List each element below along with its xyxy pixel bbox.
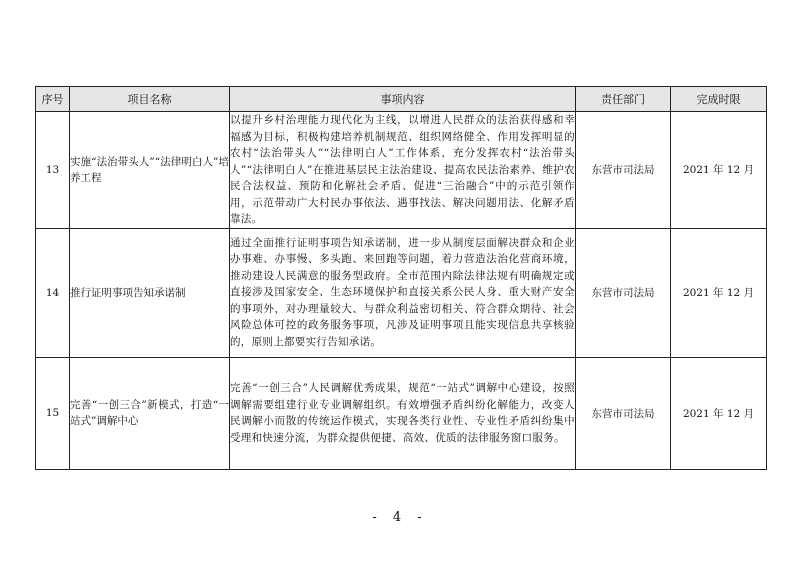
row-serial: 13 [36,112,70,229]
row-content: 通过全面推行证明事项告知承诺制，进一步从制度层面解决群众和企业办事难、办事慢、多头跑、来回跑等问题，着力营造法治化营商环境，推动建设人民满意的服务型政府。全市范围内除法律法规有明确规定或直接涉及国家安全、生态环境保护和直接关系公民人身、重大财产安全的事项外，对办理量较大、与群众利益密切相关、符合群众期待、社会风险总体可控的政务服务事项，凡涉及证明事项且能实现信息共享核验的，原则上都要实行告知承诺。 [230,228,576,357]
row-serial: 14 [36,228,70,357]
header-deadline: 完成时限 [671,87,767,112]
row-project-name: 推行证明事项告知承诺制 [70,228,230,357]
header-project-name: 项目名称 [70,87,230,112]
table-row [36,112,767,229]
header-serial: 序号 [36,87,70,112]
header-department: 责任部门 [576,87,671,112]
page-number: - 4 - [372,510,428,525]
row-department: 东营市司法局 [576,228,671,357]
task-table [35,86,767,470]
header-row [36,87,767,112]
row-serial: 15 [36,357,70,469]
header-content: 事项内容 [230,87,576,112]
table-row [36,228,767,357]
table-row [36,357,767,469]
row-content: 完善“一创三合”人民调解优秀成果，规范“一站式”调解中心建设，按照调解需要组建行业专业调解组织。有效增强矛盾纠纷化解能力，改变人民调解小而散的传统运作模式，实现各类行业性、专业性矛盾纠纷集中受理和快速分流，为群众提供便捷、高效、优质的法律服务窗口服务。 [230,357,576,469]
row-deadline: 2021 年 12 月 [671,228,767,357]
row-department: 东营市司法局 [576,357,671,469]
row-deadline: 2021 年 12 月 [671,112,767,229]
row-deadline: 2021 年 12 月 [671,357,767,469]
row-project-name: 实施“法治带头人”“法律明白人”培养工程 [70,112,230,229]
row-content: 以提升乡村治理能力现代化为主线，以增进人民群众的法治获得感和幸福感为目标，积极构建培养机制规范、组织网络健全、作用发挥明显的农村“法治带头人”“法律明白人”工作体系，充分发挥农村“法治带头人”“法律明白人”在推进基层民主法治建设、提高农民法治素养、维护农民合法权益、预防和化解社会矛盾、促进“三治融合”中的示范引领作用，示范带动广大村民办事依法、遇事找法、解决问题用法、化解矛盾靠法。 [230,112,576,229]
row-department: 东营市司法局 [576,112,671,229]
row-project-name: 完善“一创三合”新模式，打造“一站式”调解中心 [70,357,230,469]
